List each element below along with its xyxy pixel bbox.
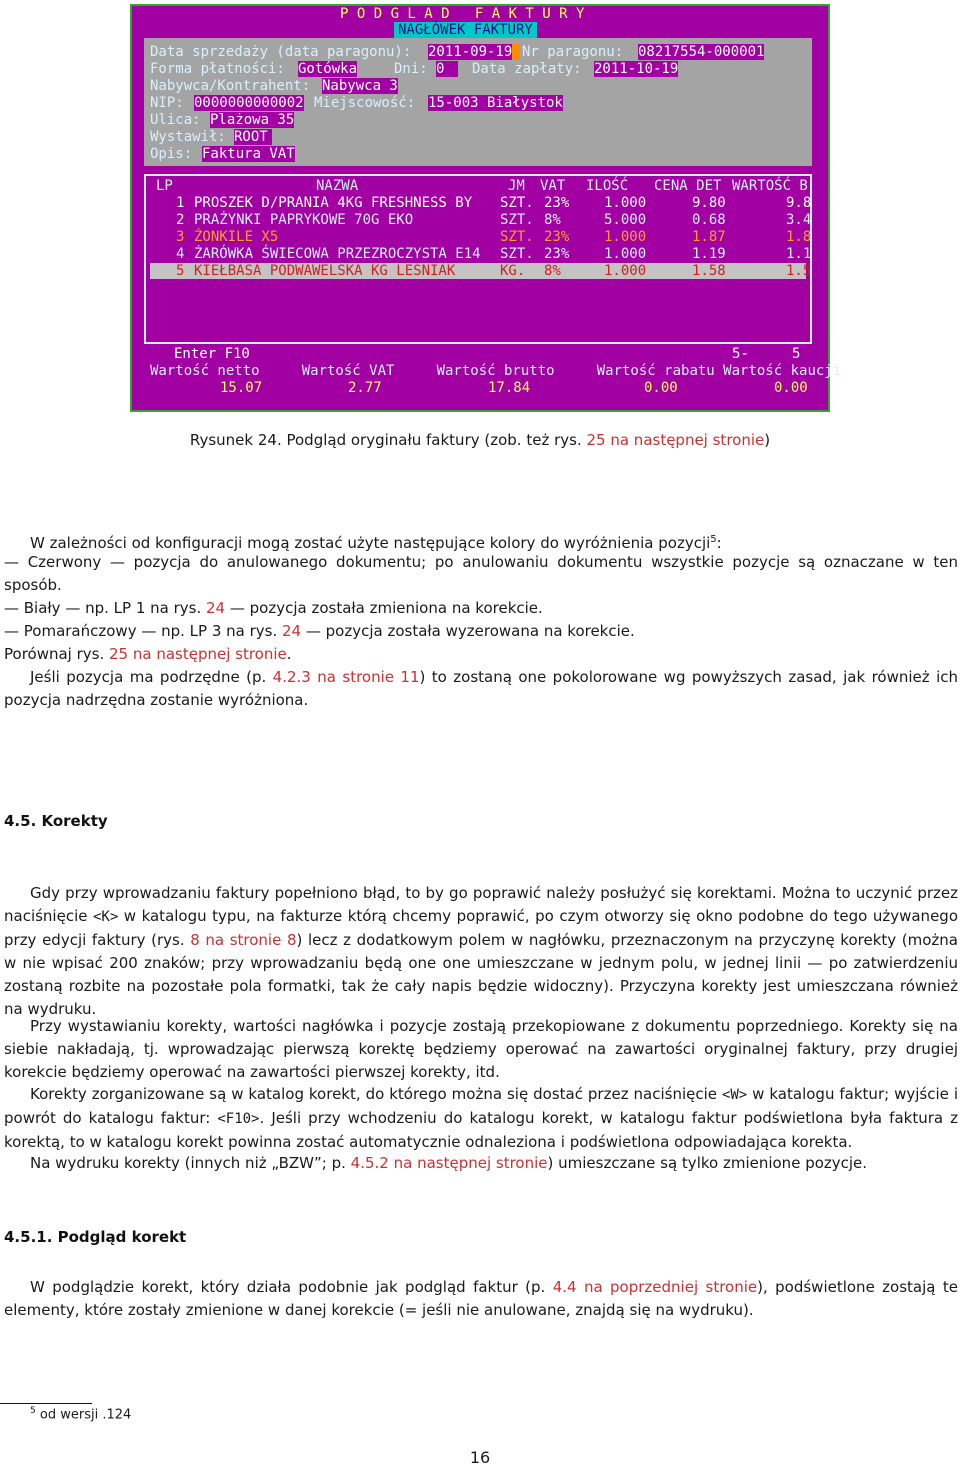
k4-link[interactable]: 4.5.2 na następnej stronie — [350, 1154, 548, 1172]
nip-field[interactable]: 0000000000002 — [194, 95, 304, 111]
orange-link[interactable]: 24 — [282, 622, 302, 640]
row-value: 1.8 — [786, 229, 812, 245]
white-link[interactable]: 24 — [206, 599, 226, 617]
city-field[interactable]: 15-003 Białystok — [428, 95, 563, 111]
k1-link[interactable]: 8 na stronie 8 — [190, 931, 297, 949]
parent-text: Jeśli pozycja ma podrzędne (p. — [30, 668, 273, 686]
parent-item-paragraph — [4, 666, 958, 712]
k3-text-2: w katalogu faktur; wyjście i powrót do katalogu faktur: — [4, 1085, 958, 1127]
issuer-label: Wystawił: — [150, 129, 226, 145]
row-jm: SZT. — [500, 195, 534, 211]
gross-value: 17.84 — [488, 380, 531, 396]
section-heading-4-5: 4.5. Korekty — [4, 812, 108, 830]
payment-field[interactable]: Gotówka — [298, 61, 358, 77]
deposit-value: 0.00 — [774, 380, 808, 396]
row-name: ŻARÓWKA ŚWIECOWA PRZEZROCZYSTA E14 — [194, 246, 481, 262]
key-f10: <F10> — [217, 1111, 260, 1127]
row-vat: 23% — [544, 229, 570, 245]
col-qty: ILOŚĆ — [586, 178, 629, 194]
row-price: 1.58 — [692, 263, 726, 279]
corrections-paragraph-1 — [4, 882, 958, 1021]
k4-text: Na wydruku korekty (innych niż „BZW”; p. — [30, 1154, 351, 1172]
corrections-paragraph-3 — [4, 1083, 958, 1154]
col-vat: VAT — [540, 178, 566, 194]
figure-caption — [0, 431, 960, 449]
row-lp: 3 — [176, 229, 185, 245]
city-label: Miejscowość: — [314, 95, 416, 111]
row-price: 9.80 — [692, 195, 726, 211]
row-total: 5 — [792, 346, 801, 362]
col-lp: LP — [156, 178, 173, 194]
parent-text-end: ) to zostaną one pokolorowane wg powyższych zasad, jak również ich pozycja nadrzędna zostanie wyróżniona. — [4, 668, 958, 709]
days-field[interactable]: 0 — [436, 61, 458, 77]
col-value: WARTOŚĆ B — [732, 178, 808, 194]
totals-panel — [144, 344, 842, 404]
payment-label: Forma płatności: — [150, 61, 285, 77]
row-qty: 1.000 — [604, 246, 647, 262]
row-lp: 1 — [176, 195, 185, 211]
footnote-text: od wersji .124 — [39, 1407, 132, 1423]
row-qty: 5.000 — [604, 212, 647, 228]
key-k: <K> — [92, 909, 119, 925]
invoice-items-panel — [144, 174, 812, 344]
k3-text: Korekty zorganizowane są w katalog korekt, do którego można się dostać przez naciśnięcie — [30, 1085, 722, 1103]
selected-row[interactable] — [150, 263, 812, 279]
intro-text: W zależności od konfiguracji mogą zostać użyte następujące kolory do wyróżnienia pozycji — [30, 534, 711, 552]
k4-text-end: ) umieszczane są tylko zmienione pozycje. — [547, 1154, 868, 1172]
receipt-no-field[interactable]: 08217554-000001 — [638, 44, 765, 60]
white-color-item — [4, 597, 958, 620]
row-vat: 8% — [544, 263, 561, 279]
footnote — [30, 1406, 131, 1422]
col-price: CENA DET — [654, 178, 722, 194]
desc-label: Opis: — [150, 146, 193, 162]
footnote-ref[interactable]: 5 — [710, 534, 717, 545]
row-lp: 5 — [176, 263, 185, 279]
compare-end: . — [286, 645, 292, 663]
sale-date-field[interactable]: 2011-09-19 — [428, 44, 513, 60]
issuer-field[interactable]: ROOT — [234, 129, 272, 145]
pk-text: W podglądzie korekt, który działa podobnie jak podgląd faktur (p. — [30, 1278, 553, 1296]
function-keys[interactable]: Enter F10 — [174, 346, 250, 362]
row-lp: 2 — [176, 212, 185, 228]
compare-text: Porównaj rys. — [4, 645, 109, 663]
row-price: 1.87 — [692, 229, 726, 245]
caption-link[interactable]: 25 na następnej stronie — [586, 431, 765, 449]
totals-labels: Wartość netto Wartość VAT Wartość brutto Wartość rabatu Wartość kaucji — [150, 363, 842, 379]
row-name: PROSZEK D/PRANIA 4KG FRESHNESS BY — [194, 195, 473, 211]
row-name: PRAŻYNKI PAPRYKOWE 70G EKO — [194, 212, 414, 228]
buyer-label: Nabywca/Kontrahent: — [150, 78, 311, 94]
invoice-preview-screenshot — [130, 4, 842, 412]
street-field[interactable]: Plażowa 35 — [210, 112, 295, 128]
k1-text-3: ) lecz z dodatkowym polem w nagłówku, przeznaczonym na przyczynę korekty (można w nie wpisać 200 znaków; przy wprowadzaniu będą one one umieszczane w jednym polu, w jednej linii — po zatwierdzeniu zostaną rozbite na pozostałe pola formatki, tak że cały napis będzie widoczny). Przyczyna korekty jest umieszczana również na wydruku. — [4, 931, 958, 1018]
row-vat: 23% — [544, 246, 570, 262]
white-text: — Biały — np. LP 1 na rys. — [4, 599, 207, 617]
orange-color-item — [4, 620, 958, 643]
page-number: 16 — [469, 1448, 491, 1467]
sale-date-label: Data sprzedaży (data paragonu): — [150, 44, 412, 60]
row-qty: 1.000 — [604, 229, 647, 245]
col-name: NAZWA — [316, 178, 359, 194]
row-jm: KG. — [500, 263, 526, 279]
row-qty: 1.000 — [604, 263, 647, 279]
row-value: 1.1 — [786, 246, 812, 262]
screen-title: P O D G L A D F A K T U R Y — [340, 6, 585, 22]
invoice-header-panel — [144, 38, 812, 166]
row-name: KIEŁBASA PODWAWELSKA KG LEŚNIAK — [194, 263, 456, 279]
k1-text-2: w katalogu typu, na fakturze którą chcemy poprawić, po czym otworzy się okno podobne do tego używanego przy edycji faktury (rys. — [4, 907, 958, 949]
caption-text: Rysunek 24. Podgląd oryginału faktury (zob. też rys. — [189, 431, 587, 449]
receipt-no-label: Nr paragonu: — [522, 44, 624, 60]
section-heading-4-5-1: 4.5.1. Podgląd korekt — [4, 1228, 187, 1246]
row-jm: SZT. — [500, 229, 534, 245]
row-value: 1.5 — [786, 263, 812, 279]
days-label: Dni: — [394, 61, 428, 77]
row-price: 1.19 — [692, 246, 726, 262]
cursor-block — [512, 44, 520, 60]
k1-text: Gdy przy wprowadzaniu faktury popełniono błąd, to by go poprawić należy posłużyć się korektami. Można to uczynić przez naciśnięcie — [4, 884, 958, 925]
pay-date-label: Data zapłaty: — [472, 61, 582, 77]
row-vat: 8% — [544, 212, 561, 228]
desc-field[interactable]: Faktura VAT — [202, 146, 295, 162]
row-lp: 4 — [176, 246, 185, 262]
compare-line — [4, 643, 958, 666]
pay-date-field[interactable]: 2011-10-19 — [594, 61, 679, 77]
footnote-mark: 5 — [30, 1406, 36, 1416]
row-value: 9.8 — [786, 195, 812, 211]
net-value: 15.07 — [220, 380, 263, 396]
intro-colon: : — [716, 534, 722, 552]
pk-link[interactable]: 4.4 na poprzedniej stronie — [552, 1278, 758, 1296]
pk-text-end: ), podświetlone zostają te elementy, które zostały zmienione w danej korekcie (= jeśli nie anulowane, znajdą się na wydruku). — [4, 1278, 958, 1319]
row-name: ŻONKILE X5 — [194, 229, 279, 245]
street-label: Ulica: — [150, 112, 201, 128]
row-jm: SZT. — [500, 246, 534, 262]
row-qty: 1.000 — [604, 195, 647, 211]
header-tab[interactable]: NAGŁÓWEK FAKTURY — [394, 22, 537, 38]
row-value: 3.4 — [786, 212, 812, 228]
red-color-item: — Czerwony — pozycja do anulowanego dokumentu; po anulowaniu dokumentu wszystkie pozycje są oznaczane w ten sposób. — [4, 553, 958, 594]
caption-end: ) — [764, 431, 771, 449]
row-vat: 23% — [544, 195, 570, 211]
parent-link[interactable]: 4.2.3 na stronie 11 — [272, 668, 420, 686]
row-jm: SZT. — [500, 212, 534, 228]
buyer-field[interactable]: Nabywca 3 — [322, 78, 398, 94]
corrections-paragraph-4 — [4, 1152, 958, 1175]
nip-label: NIP: — [150, 95, 184, 111]
col-jm: JM — [508, 178, 525, 194]
preview-corrections-paragraph — [4, 1276, 958, 1322]
vat-value: 2.77 — [348, 380, 382, 396]
row-counter: 5- — [732, 346, 749, 362]
corrections-paragraph-2: Przy wystawianiu korekty, wartości nagłówka i pozycje zostają przekopiowane z dokumentu poprzedniego. Korekty się na siebie nakładają, tj. wprowadzając pierwszą korektę będziemy operować na zawartości oryginalnej faktury, przy drugiej korekcie będziemy operować na zawartości pierwszej korekty, itd. — [4, 1017, 958, 1081]
row-price: 0.68 — [692, 212, 726, 228]
k3-text-3: . Jeśli przy wchodzeniu do katalogu korekt, w katalogu faktur podświetlona była faktura z korektą, to w katalogu korekt powinna zostać automatycznie odnaleziona i podświetlona odpowiadająca korekta. — [4, 1109, 958, 1151]
discount-value: 0.00 — [644, 380, 678, 396]
key-w: <W> — [721, 1087, 748, 1103]
footnote-rule — [0, 1403, 92, 1404]
orange-text: — Pomarańczowy — np. LP 3 na rys. — [4, 622, 283, 640]
white-text-end: — pozycja została zmieniona na korekcie. — [225, 599, 543, 617]
compare-link[interactable]: 25 na następnej stronie — [109, 645, 287, 663]
orange-text-end: — pozycja została wyzerowana na korekcie. — [301, 622, 635, 640]
